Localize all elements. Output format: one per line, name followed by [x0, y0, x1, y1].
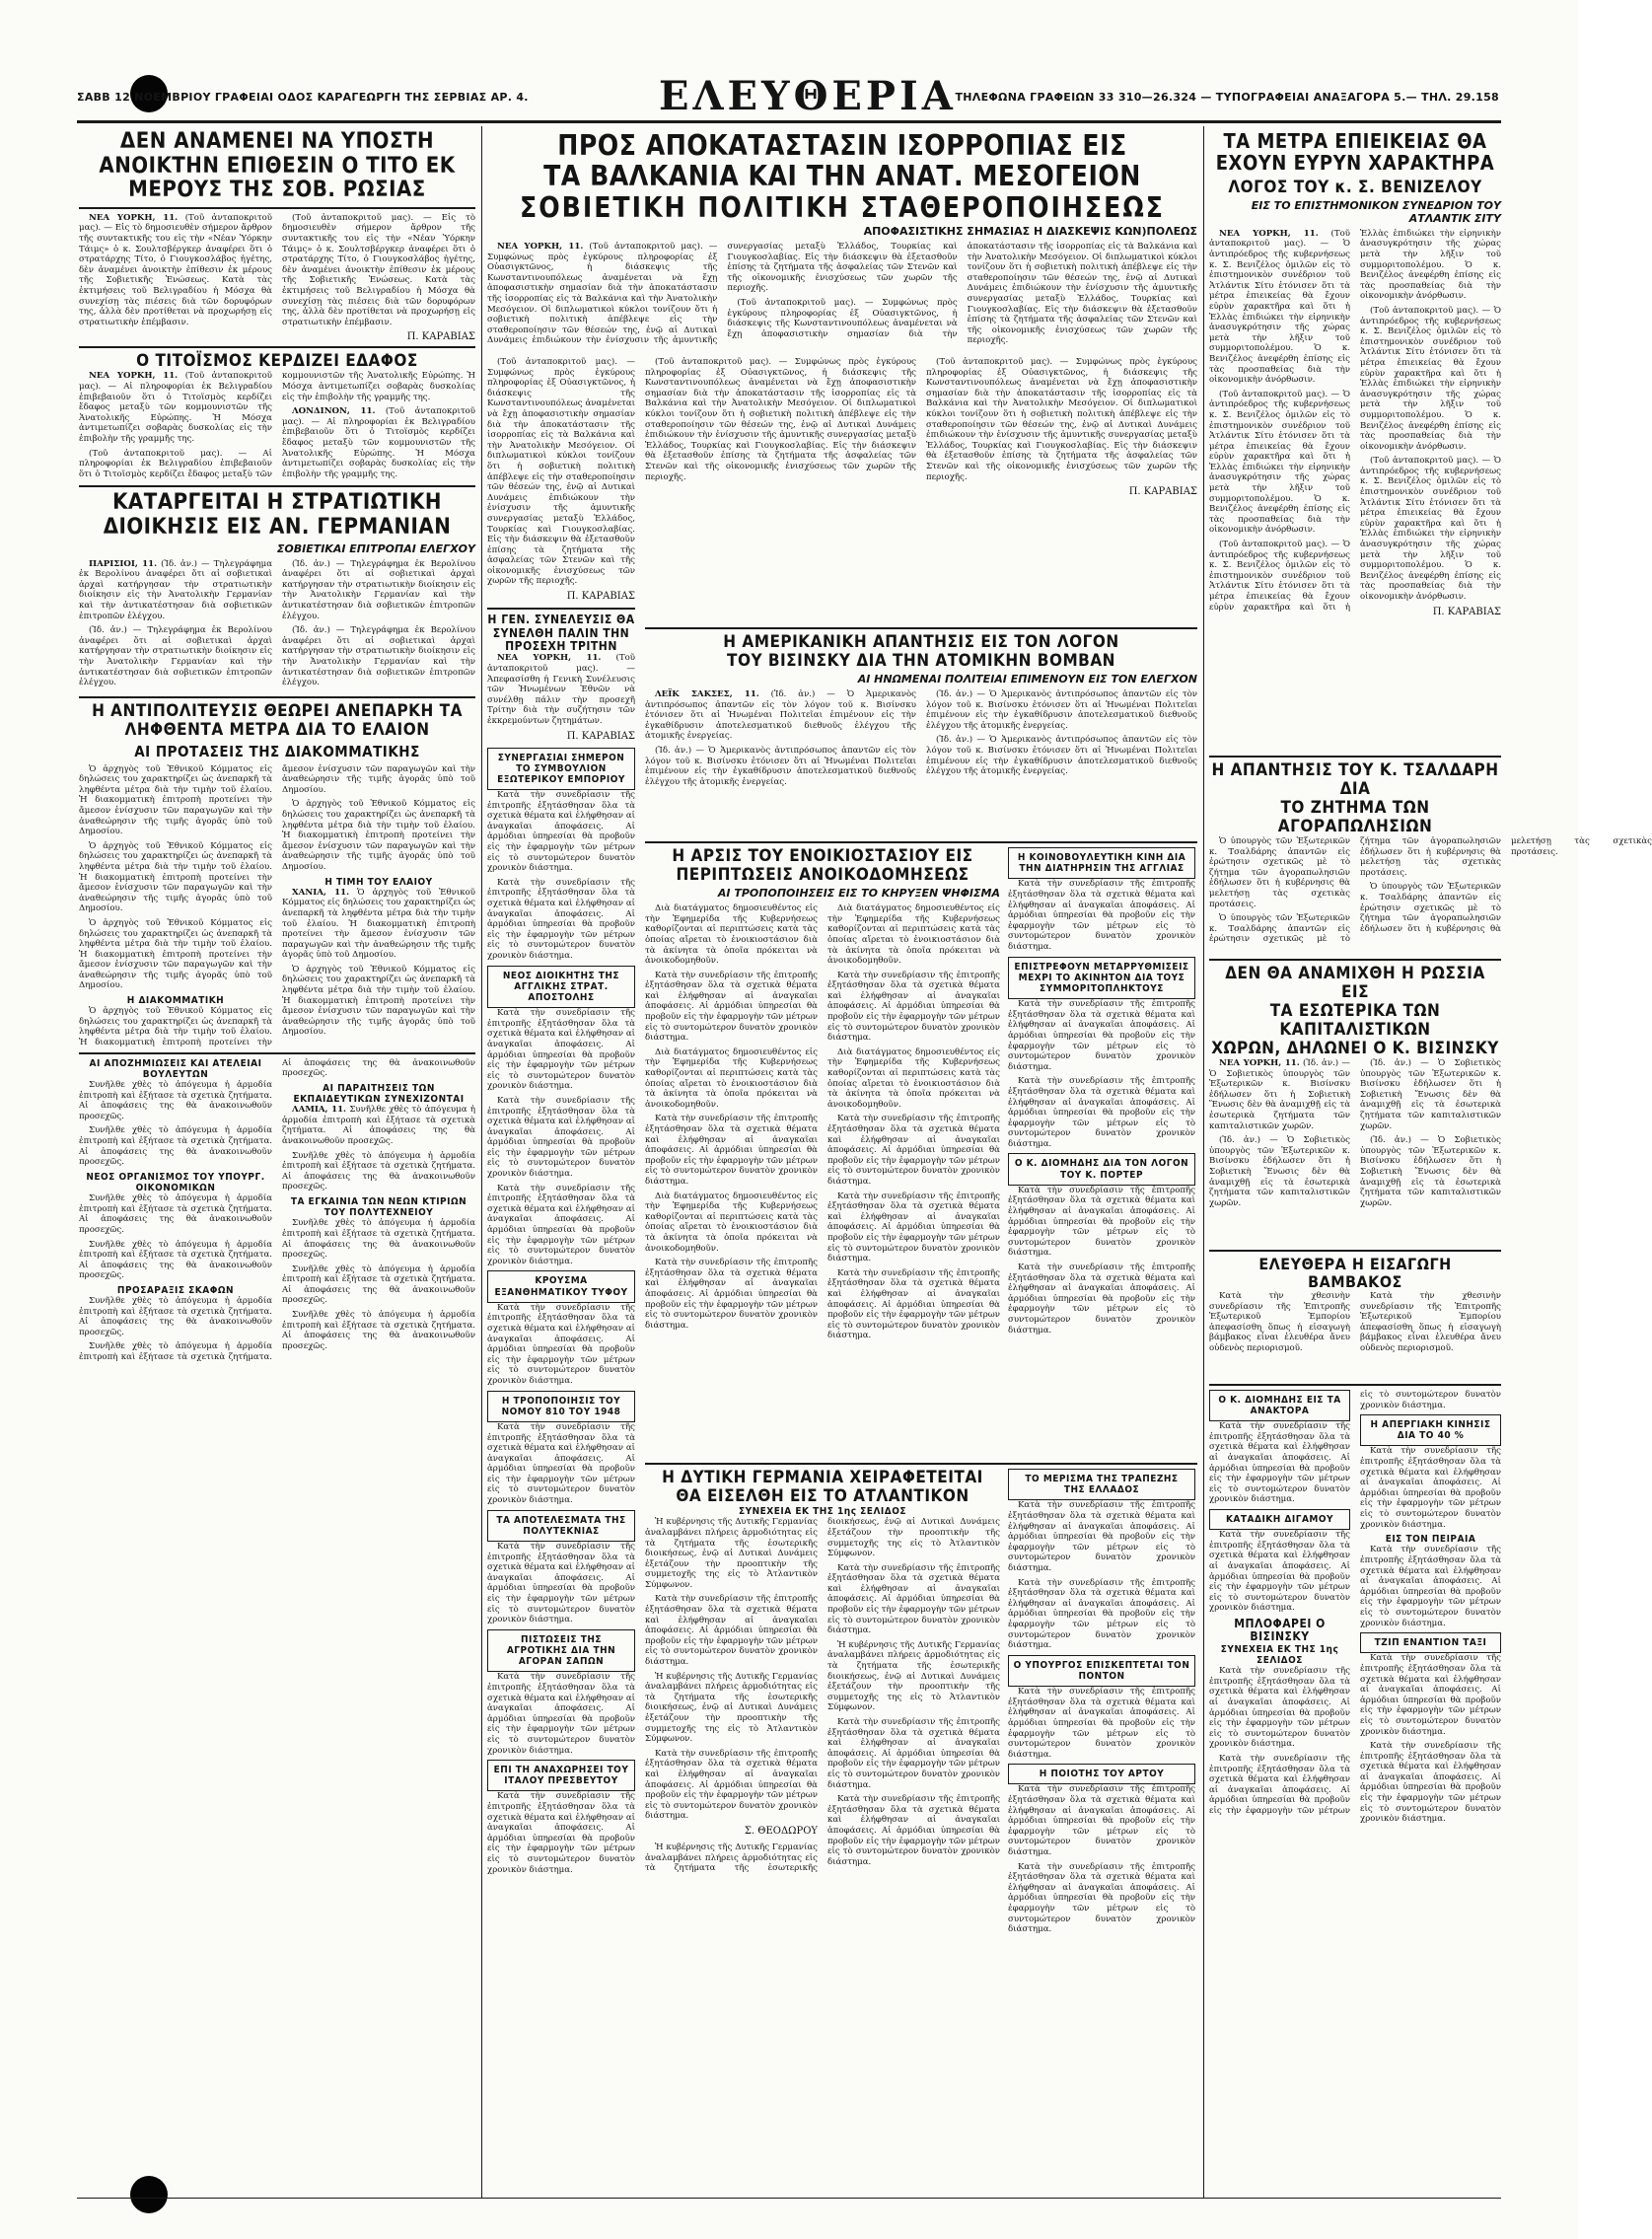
headline-germany-2: ΘΑ ΕΙΣΕΛΘΗ ΕΙΣ ΤΟ ΑΤΛΑΝΤΙΚΟΝ [676, 1486, 970, 1507]
rule [487, 608, 635, 610]
inner-heading: Η ΤΙΜΗ ΤΟΥ ΕΛΑΙΟΥ [324, 876, 433, 888]
article-text [282, 1105, 475, 1146]
box-bigamy: ΚΑΤΑΔΙΚΗ ΔΙΓΑΜΟΥ [1209, 1509, 1350, 1530]
article-text: Κατὰ τὴν συνεδρίασιν τῆς ἐπιτροπῆς ἐξητάσθησαν ὅλα τὰ σχετικὰ θέματα καὶ ἐλήφθησαν αἱ ἀναγκαῖαι ἀποφάσεις. Αἱ ἁρμόδιαι ὑπηρεσίαι θὰ προβοῦν εἰς τὴν ἐφαρμογὴν τῶν μέτρων εἰς τὸ συντομώτερον δυνατὸν χρονικὸν διάστημα. [487, 1791, 635, 1875]
headline-measures-1: ΤΑ ΜΕΤΡΑ ΕΠΙΕΙΚΕΙΑΣ ΘΑ [1223, 129, 1487, 153]
article-body: (Ἰδ. ἀν.) — Ὁ Σοβιετικὸς ὑπουργὸς τῶν Ἐξωτερικῶν κ. Βισίνσκυ ἐδήλωσεν ὅτι ἡ Σοβιετικὴ Ἕνωσις δὲν θὰ ἀναμιχθῇ εἰς τὰ ἐσωτερικὰ ζητήματα τῶν καπιταλιστικῶν χωρῶν. [1209, 1058, 1351, 1131]
headline-cotton: ΕΛΕΥΘΕΡΑ Η ΕΙΣΑΓΩΓΗ ΒΑΜΒΑΚΟΣ [1258, 1255, 1452, 1291]
byline: Π. ΚΑΡΑΒΙΑΣ [1432, 606, 1501, 617]
column-divider-1 [481, 126, 482, 2198]
headline-general-assembly: Η ΓΕΝ. ΣΥΝΕΛΕΥΣΙΣ ΘΑ ΣΥΝΕΛΘΗ ΠΑΛΙΝ ΤΗΝ ΠΡΟΣΕΧΗ ΤΡΙΤΗΝ [487, 613, 635, 653]
rule [1209, 756, 1501, 758]
article-text: Κατὰ τὴν συνεδρίασιν τῆς ἐπιτροπῆς ἐξητάσθησαν ὅλα τὰ σχετικὰ θέματα καὶ ἐλήφθησαν αἱ ἀναγκαῖαι ἀποφάσεις. Αἱ ἁρμόδιαι ὑπηρεσίαι θὰ προβοῦν εἰς τὴν ἐφαρμογὴν τῶν μέτρων εἰς τὸ συντομώτερον δυνατὸν χρονικὸν διάστημα. [827, 1191, 1000, 1264]
center-left-column [487, 357, 635, 2192]
article-text: Συνῆλθε χθὲς τὸ ἀπόγευμα ἡ ἁρμοδία ἐπιτροπὴ καὶ ἐξήτασε τὰ σχετικὰ ζητήματα. Αἱ ἀποφάσεις της θὰ ἀνακοινωθοῦν προσεχῶς. [79, 1239, 272, 1281]
article-text: (Τοῦ ἀνταποκριτοῦ μας). — Αἱ πληροφορίαι ἐκ Βελιγραδίου ἐπιβεβαιοῦν ὅτι ὁ Τιτοϊσμὸς κερδίζει ἔδαφος μεταξὺ τῶν κομμουνιστῶν τῆς Ἀνατολικῆς Εὐρώπης. Ἡ Μόσχα ἀντιμετωπίζει σοβαρὰς δυσκολίας εἰς τὴν ἐπιβολὴν τῆς γραμμῆς της. [79, 371, 475, 479]
subheadline: ΑΙ ΤΡΟΠΟΠΟΙΗΣΕΙΣ ΕΙΣ ΤΟ ΚΗΡΥΞΕΝ ΨΗΦΙΣΜΑ [717, 887, 1000, 901]
short-headline: ΑΙ ΑΠΟΖΗΜΙΩΣΕΙΣ ΚΑΙ ΑΤΕΛΕΙΑΙ ΒΟΥΛΕΥΤΩΝ [89, 1057, 262, 1080]
dateline: ΝΕΑ ΥΟΡΚΗ, 11. [1219, 228, 1319, 239]
article-text: (Ἰδ. ἀν.) — Ὁ Ἀμερικανὸς ἀντιπρόσωπος ἀπαντῶν εἰς τὸν λόγον τοῦ κ. Βισίνσκυ ἐτόνισεν ὅτι αἱ Ἡνωμέναι Πολιτεῖαι ἐπιμένουν εἰς τὴν ἐγκαθίδρυσιν ἀποτελεσματικοῦ διεθνοῦς ἐλέγχου τῆς ἀτομικῆς ἐνεργείας. [645, 746, 916, 787]
article-text: (Τοῦ ἀνταποκριτοῦ μας). — Εἰς τὸ δημοσιευθὲν σήμερον ἄρθρον τῆς συντακτικῆς του εἰς τὴν «Νέαν Ὑόρκην Τάιμς» ὁ κ. Σουλτσβέργκερ ἀναφέρει ὅτι ὁ στρατάρχης Τίτο, ὁ Γιουγκοσλάβος ἡγέτης, δὲν ἀναμένει ἀνοικτὴν ἐπίθεσιν ἐκ μέρους τῆς Σοβιετικῆς Ἑνώσεως. Κατὰ τὰς ἐκτιμήσεις τοῦ Βελιγραδίου ἡ Μόσχα θὰ συνεχίσῃ τὰς πιέσεις διὰ τῶν δορυφόρων της, ἀλλὰ δὲν προτίθεται νὰ προχωρήσῃ εἰς στρατιωτικὴν ἐπέμβασιν. [282, 212, 475, 327]
article-tito [79, 213, 475, 343]
article-cotton [1209, 1291, 1501, 1380]
rent-and-boxes [645, 847, 1197, 1459]
article-text: (Ἰδ. ἀν.) — Ὁ Ἀμερικανὸς ἀντιπρόσωπος ἀπαντῶν εἰς τὸν λόγον τοῦ κ. Βισίνσκυ ἐτόνισεν ὅτι αἱ Ἡνωμέναι Πολιτεῖαι ἐπιμένουν εἰς τὴν ἐγκαθίδρυσιν ἀποτελεσματικοῦ διεθνοῦς ἐλέγχου τῆς ἀτομικῆς ἐνεργείας. [926, 735, 1197, 777]
article-body: (Ἰδ. ἀν.) — Τηλεγράφημα ἐκ Βερολίνου ἀναφέρει ὅτι αἱ σοβιετικαὶ ἀρχαὶ κατήργησαν τὴν στρατιωτικὴν διοίκησιν εἰς τὴν Ἀνατολικὴν Γερμανίαν καὶ τὴν ἀντικατέστησαν διὰ σοβιετικῶν ἐπιτροπῶν ἐλέγχου. [79, 558, 272, 621]
article-text: Ὁ ἀρχηγὸς τοῦ Ἐθνικοῦ Κόμματος εἰς δηλώσεις του χαρακτηρίζει ὡς ἀνεπαρκῆ τὰ ληφθέντα μέτρα διὰ τὴν τιμὴν τοῦ ἐλαίου. Ἡ διακομματικὴ ἐπιτροπὴ προτείνει τὴν ἄμεσον ἐνίσχυσιν τῶν παραγωγῶν καὶ τὴν ἀναθεώρησιν τῆς τιμῆς ἀγορᾶς ὑπὸ τοῦ Δημοσίου. [282, 964, 475, 1038]
article-text: (Ἰδ. ἀν.) — Ὁ Σοβιετικὸς ὑπουργὸς τῶν Ἐξωτερικῶν κ. Βισίνσκυ ἐδήλωσεν ὅτι ἡ Σοβιετικὴ Ἕνωσις δὲν θὰ ἀναμιχθῇ εἰς τὰ ἐσωτερικὰ ζητήματα τῶν καπιταλιστικῶν χωρῶν. [1360, 1135, 1501, 1208]
article-text: Κατὰ τὴν συνεδρίασιν τῆς ἐπιτροπῆς ἐξητάσθησαν ὅλα τὰ σχετικὰ θέματα καὶ ἐλήφθησαν αἱ ἀναγκαῖαι ἀποφάσεις. Αἱ ἁρμόδιαι ὑπηρεσίαι θὰ προβοῦν εἰς τὴν ἐφαρμογὴν τῶν μέτρων εἰς τὸ συντομώτερον δυνατὸν χρονικὸν διάστημα. [645, 1258, 818, 1331]
kicker: ΣΥΝΕΧΕΙΑ ΕΚ ΤΗΣ 1ης ΣΕΛΙΔΟΣ [1220, 1643, 1339, 1667]
left-column [79, 130, 475, 2192]
lead-headline-line3: ΣΟΒΙΕΤΙΚΗ ΠΟΛΙΤΙΚΗ ΣΤΑΘΕΡΟΠΟΙΗΣΕΩΣ [520, 190, 1165, 224]
dateline: ΛΕΪΚ ΣΑΚΣΕΣ, 11. [655, 689, 759, 700]
article-text: Κατὰ τὴν συνεδρίασιν τῆς ἐπιτροπῆς ἐξητάσθησαν ὅλα τὰ σχετικὰ θέματα καὶ ἐλήφθησαν αἱ ἀναγκαῖαι ἀποφάσεις. Αἱ ἁρμόδιαι ὑπηρεσίαι θὰ προβοῦν εἰς τὴν ἐφαρμογὴν τῶν μέτρων εἰς τὸ συντομώτερον δυνατὸν χρονικὸν διάστημα. [1008, 1185, 1195, 1259]
article-text: Κατὰ τὴν συνεδρίασιν τῆς ἐπιτροπῆς ἐξητάσθησαν ὅλα τὰ σχετικὰ θέματα καὶ ἐλήφθησαν αἱ ἀναγκαῖαι ἀποφάσεις. Αἱ ἁρμόδιαι ὑπηρεσίαι θὰ προβοῦν εἰς τὴν ἐφαρμογὴν τῶν μέτρων εἰς τὸ συντομώτερον δυνατὸν χρονικὸν διάστημα. [1008, 879, 1195, 952]
masthead [77, 73, 1499, 120]
article-text [645, 689, 916, 742]
germany-article [645, 1469, 1000, 2080]
article-text: Ὁ ὑπουργὸς τῶν Ἐξωτερικῶν κ. Τσαλδάρης ἀπαντῶν εἰς ἐρώτησιν σχετικῶς μὲ τὸ ζήτημα τῶν ἀγοραπωλησιῶν ἐδήλωσεν ὅτι ἡ κυβέρνησις θὰ μελετήσῃ τὰς σχετικὰς προτάσεις. [1209, 835, 1501, 945]
article-text: Συνῆλθε χθὲς τὸ ἀπόγευμα ἡ ἁρμοδία ἐπιτροπὴ καὶ ἐξήτασε τὰ σχετικὰ ζητήματα. Αἱ ἀποφάσεις της θὰ ἀνακοινωθοῦν προσεχῶς. [79, 1193, 272, 1235]
article-text: Κατὰ τὴν συνεδρίασιν τῆς ἐπιτροπῆς ἐξητάσθησαν ὅλα τὰ σχετικὰ θέματα καὶ ἐλήφθησαν αἱ ἀναγκαῖαι ἀποφάσεις. Αἱ ἁρμόδιαι ὑπηρεσίαι θὰ προβοῦν εἰς τὴν ἐφαρμογὴν τῶν μέτρων εἰς τὸ συντομώτερον δυνατὸν χρονικὸν διάστημα. [1008, 1784, 1195, 1858]
article-text: Συνῆλθε χθὲς τὸ ἀπόγευμα ἡ ἁρμοδία ἐπιτροπὴ καὶ ἐξήτασε τὰ σχετικὰ ζητήματα. Αἱ ἀποφάσεις της θὰ ἀνακοινωθοῦν προσεχῶς. [79, 1125, 272, 1168]
headline-vishinsky-bluff: ΜΠΛΟΦΑΡΕΙ Ο ΒΙΣΙΝΣΚΥ [1234, 1616, 1326, 1644]
newspaper-title: ΕΛΕΥΘΕΡΙΑ [659, 73, 957, 119]
article-text: (Τοῦ ἀνταποκριτοῦ μας). — Ὁ ἀντιπρόεδρος τῆς κυβερνήσεως κ. Σ. Βενιζέλος ὁμιλῶν εἰς τὸ ἐπιστημονικὸν συνέδριον τοῦ Ἀτλάντικ Σίτυ ἐτόνισεν ὅτι τὰ μέτρα ἐπιεικείας θὰ ἔχουν εὐρὺν χαρακτῆρα καὶ ὅτι ἡ Ἑλλὰς ἐπιδιώκει τὴν εἰρηνικὴν ἀνασυγκρότησιν τῆς χώρας μετὰ τὴν λῆξιν τοῦ συμμοριτοπολέμου. Ὁ κ. Βενιζέλος ἀνεφέρθη ἐπίσης εἰς τὰς προσπαθείας διὰ τὴν οἰκονομικὴν ἀνόρθωσιν. [1360, 456, 1501, 602]
masthead-date-address: ΣΑΒΒ 12 ΝΟΕΜΒΡΙΟΥ ΓΡΑΦΕΙΑΙ ΟΔΟΣ ΚΑΡΑΓΕΩΡΓΗ ΤΗΣ ΣΕΡΒΙΑΣ ΑΡ. 4. [77, 91, 529, 104]
inner-heading: Η ΔΙΑΚΟΜΜΑΤΙΚΗ [126, 995, 225, 1007]
article-body: Συνῆλθε χθὲς τὸ ἀπόγευμα ἡ ἁρμοδία ἐπιτροπὴ καὶ ἐξήτασε τὰ σχετικὰ ζητήματα. Αἱ ἀποφάσεις της θὰ ἀνακοινωθοῦν προσεχῶς. [282, 1105, 475, 1146]
article-text: Διὰ διατάγματος δημοσιευθέντος εἰς τὴν Ἐφημερίδα τῆς Κυβερνήσεως καθορίζονται αἱ περιπτώσεις κατὰ τὰς ὁποίας αἴρεται τὸ ἐνοικιοστάσιον διὰ τὰ ἀκίνητα τὰ ὁποῖα πρόκειται νὰ ἀνοικοδομηθοῦν. [645, 1047, 818, 1110]
kicker: ΕΙΣ ΤΟ ΕΠΙΣΤΗΜΟΝΙΚΟΝ ΣΥΝΕΔΡΙΟΝ ΤΟΥ ΑΤΛΑΝΤΙΚ ΣΙΤΥ [1251, 198, 1501, 225]
headline-measures-2: ΕΧΟΥΝ ΕΥΡΥΝ ΧΑΡΑΚΤΗΡΑ [1215, 151, 1495, 176]
headline-piraeus: ΕΙΣ ΤΟΝ ΠΕΙΡΑΙΑ [1385, 1534, 1476, 1546]
headline-germany-admin: ΚΑΤΑΡΓΕΙΤΑΙ Η ΣΤΡΑΤΙΩΤΙΚΗ ΔΙΟΙΚΗΣΙΣ ΕΙΣ ΑΝ. ΓΕΡΜΑΝΙΑΝ [103, 490, 452, 540]
article-text: (Τοῦ ἀνταποκριτοῦ μας). — Συμφώνως πρὸς ἐγκύρους πληροφορίας ἐξ Οὐασιγκτῶνος, ἡ διάσκεψις τῆς Κωνσταντινουπόλεως ἀναμένεται νὰ ἔχῃ ἀποφασιστικὴν σημασίαν διὰ τὴν ἀποκατάστασιν τῆς ἰσορροπίας εἰς τὰ Βαλκάνια καὶ τὴν Ἀνατολικὴν Μεσόγειον. Οἱ διπλωματικοὶ κύκλοι τονίζουν ὅτι ἡ σοβιετικὴ πολιτικὴ ἀπέβλεψε εἰς τὴν σταθεροποίησιν τῶν θέσεών της, ἐνῷ αἱ Δυτικαὶ Δυνάμεις ἐπιδιώκουν τὴν ἐνίσχυσιν τῆς ἀμυντικῆς συνεργασίας μεταξὺ Ἑλλάδος, Τουρκίας καὶ Γιουγκοσλαβίας. Εἰς τὴν διάσκεψιν θὰ ἐξετασθοῦν ἐπίσης τὰ ζητήματα τῆς ἀσφαλείας τῶν Στενῶν καὶ τῆς οἰκονομικῆς ἐνισχύσεως τῶν χωρῶν τῆς περιοχῆς. [727, 242, 1197, 346]
headline-russia-2: ΤΑ ΕΣΩΤΕΡΙΚΑ ΤΩΝ ΚΑΠΙΤΑΛΙΣΤΙΚΩΝ [1269, 1001, 1441, 1041]
lead-article-continued [645, 357, 1197, 623]
article-text [1209, 1058, 1350, 1131]
dateline: ΧΑΝΙΑ, 11. [292, 887, 350, 898]
article-text: Συνῆλθε χθὲς τὸ ἀπόγευμα ἡ ἁρμοδία ἐπιτροπὴ καὶ ἐξήτασε τὰ σχετικὰ ζητήματα. Αἱ ἀποφάσεις της θὰ ἀνακοινωθοῦν προσεχῶς. [79, 1296, 272, 1337]
column-divider-2 [1203, 126, 1204, 2198]
article-text: Διὰ διατάγματος δημοσιευθέντος εἰς τὴν Ἐφημερίδα τῆς Κυβερνήσεως καθορίζονται αἱ περιπτώσεις κατὰ τὰς ὁποίας αἴρεται τὸ ἐνοικιοστάσιον διὰ τὰ ἀκίνητα τὰ ὁποῖα πρόκειται νὰ ἀνοικοδομηθοῦν. [645, 903, 818, 967]
short-headline: ΠΡΟΣΑΡΑΞΙΣ ΣΚΑΦΩΝ [116, 1284, 235, 1296]
lead-subheadline: ΑΠΟΦΑΣΙΣΤΙΚΗΣ ΣΗΜΑΣΙΑΣ Η ΔΙΑΣΚΕΨΙΣ ΚΩΝ)ΠΟΛΕΩΣ [863, 225, 1197, 239]
article-venizelos [1209, 229, 1501, 752]
article-text: Κατὰ τὴν συνεδρίασιν τῆς ἐπιτροπῆς ἐξητάσθησαν ὅλα τὰ σχετικὰ θέματα καὶ ἐλήφθησαν αἱ ἀναγκαῖαι ἀποφάσεις. Αἱ ἁρμόδιαι ὑπηρεσίαι θὰ προβοῦν εἰς τὴν ἐφαρμογὴν τῶν μέτρων εἰς τὸ συντομώτερον δυνατὸν χρονικὸν διάστημα. [827, 1267, 1000, 1341]
article-text: Συνῆλθε χθὲς τὸ ἀπόγευμα ἡ ἁρμοδία ἐπιτροπὴ καὶ ἐξήτασε τὰ σχετικὰ ζητήματα. Αἱ ἀποφάσεις της θὰ ἀνακοινωθοῦν προσεχῶς. [79, 1080, 272, 1121]
article-text: Συνῆλθε χθὲς τὸ ἀπόγευμα ἡ ἁρμοδία ἐπιτροπὴ καὶ ἐξήτασε τὰ σχετικὰ ζητήματα. Αἱ ἀποφάσεις της θὰ ἀνακοινωθοῦν προσεχῶς. [282, 1150, 475, 1192]
article-text: (Τοῦ ἀνταποκριτοῦ μας). — Ὁ ἀντιπρόεδρος τῆς κυβερνήσεως κ. Σ. Βενιζέλος ὁμιλῶν εἰς τὸ ἐπιστημονικὸν συνέδριον τοῦ Ἀτλάντικ Σίτυ ἐτόνισεν ὅτι τὰ μέτρα ἐπιεικείας θὰ ἔχουν εὐρὺν χαρακτῆρα καὶ ὅτι ἡ Ἑλλὰς ἐπιδιώκει τὴν εἰρηνικὴν ἀνασυγκρότησιν τῆς χώρας μετὰ τὴν λῆξιν τοῦ συμμοριτοπολέμου. Ὁ κ. Βενιζέλος ἀνεφέρθη ἐπίσης εἰς τὰς προσπαθείας διὰ τὴν οἰκονομικὴν ἀνόρθωσιν. [1360, 305, 1501, 452]
article-titoism [79, 371, 475, 481]
rent-article [645, 847, 1000, 1459]
box-bank-dividend: ΤΟ ΜΕΡΙΣΜΑ ΤΗΣ ΤΡΑΠΕΖΗΣ ΤΗΣ ΕΛΛΑΔΟΣ [1008, 1469, 1195, 1500]
headline-titoism: Ο ΤΙΤΟΪΣΜΟΣ ΚΕΡΔΙΖΕΙ ΕΔΑΦΟΣ [136, 351, 418, 372]
headline-american-reply-1: Η ΑΜΕΡΙΚΑΝΙΚΗ ΑΠΑΝΤΗΣΙΣ ΕΙΣ ΤΟΝ ΛΟΓΟΝ [723, 632, 1119, 652]
headline-russia-1: ΔΕΝ ΘΑ ΑΝΑΜΙΧΘΗ Η ΡΩΣΣΙΑ ΕΙΣ [1225, 963, 1485, 1002]
article-text: (Ἰδ. ἀν.) — Ὁ Σοβιετικὸς ὑπουργὸς τῶν Ἐξωτερικῶν κ. Βισίνσκυ ἐδήλωσεν ὅτι ἡ Σοβιετικὴ Ἕνωσις δὲν θὰ ἀναμιχθῇ εἰς τὰ ἐσωτερικὰ ζητήματα τῶν καπιταλιστικῶν χωρῶν. [1209, 1135, 1350, 1208]
article-text: Κατὰ τὴν συνεδρίασιν τῆς ἐπιτροπῆς ἐξητάσθησαν ὅλα τὰ σχετικὰ θέματα καὶ ἐλήφθησαν αἱ ἀναγκαῖαι ἀποφάσεις. Αἱ ἁρμόδιαι ὑπηρεσίαι θὰ προβοῦν εἰς τὴν ἐφαρμογὴν τῶν μέτρων εἰς τὸ συντομώτερον δυνατὸν χρονικὸν διάστημα. [487, 1672, 635, 1756]
rule [79, 346, 475, 348]
article-text: Κατὰ τὴν συνεδρίασιν τῆς ἐπιτροπῆς ἐξητάσθησαν ὅλα τὰ σχετικὰ θέματα καὶ ἐλήφθησαν αἱ ἀναγκαῖαι ἀποφάσεις. Αἱ ἁρμόδιαι ὑπηρεσίαι θὰ προβοῦν εἰς τὴν ἐφαρμογὴν τῶν μέτρων εἰς τὸ συντομώτερον δυνατὸν χρονικὸν διάστημα. [1008, 1076, 1195, 1149]
rule [1209, 959, 1501, 961]
article-text: Ἡ κυβέρνησις τῆς Δυτικῆς Γερμανίας ἀναλαμβάνει πλήρεις ἁρμοδιότητας εἰς τὰ ζητήματα τῆς ἐσωτερικῆς διοικήσεως, ἐνῷ αἱ Δυτικαὶ Δυνάμεις ἐξετάζουν τὴν προοπτικὴν τῆς συμμετοχῆς της εἰς τὸ Ἀτλαντικὸν Σύμφωνον. [827, 1639, 1000, 1713]
germany-and-boxes [645, 1469, 1197, 2080]
rule [79, 207, 475, 209]
article-text: Κατὰ τὴν χθεσινὴν συνεδρίασιν τῆς Ἐπιτροπῆς Ἐξωτερικοῦ Ἐμπορίου ἀπεφασίσθη ὅπως ἡ εἰσαγωγὴ βάμβακος εἶναι ἐλευθέρα ἄνευ οὐδενὸς περιορισμοῦ. [1360, 1290, 1501, 1353]
box-jeep-taxi: ΤΖΙΠ ΕΝΑΝΤΙΟΝ ΤΑΞΙ [1360, 1632, 1501, 1653]
box-bread: Η ΠΟΙΟΤΗΣ ΤΟΥ ΑΡΤΟΥ [1008, 1764, 1195, 1784]
byline: Π. ΚΑΡΑΒΙΑΣ [566, 730, 635, 742]
article-text: Κατὰ τὴν συνεδρίασιν τῆς ἐπιτροπῆς ἐξητάσθησαν ὅλα τὰ σχετικὰ θέματα καὶ ἐλήφθησαν αἱ ἀναγκαῖαι ἀποφάσεις. Αἱ ἁρμόδιαι ὑπηρεσίαι θὰ προβοῦν εἰς τὴν ἐφαρμογὴν τῶν μέτρων εἰς τὸ συντομώτερον δυνατὸν χρονικὸν διάστημα. [827, 1717, 1000, 1790]
article-text [79, 559, 272, 622]
article-body: (Ἰδ. ἀν.) — Ὁ Ἀμερικανὸς ἀντιπρόσωπος ἀπαντῶν εἰς τὸν λόγον τοῦ κ. Βισίνσκυ ἐτόνισεν ὅτι αἱ Ἡνωμέναι Πολιτεῖαι ἐπιμένουν εἰς τὴν ἐγκαθίδρυσιν ἀποτελεσματικοῦ διεθνοῦς ἐλέγχου τῆς ἀτομικῆς ἐνεργείας. [645, 689, 916, 742]
article-body: (Τοῦ ἀνταποκριτοῦ μας). — Αἱ πληροφορίαι ἐκ Βελιγραδίου ἐπιβεβαιοῦν ὅτι ὁ Τιτοϊσμὸς κερδίζει ἔδαφος μεταξὺ τῶν κομμουνιστῶν τῆς Ἀνατολικῆς Εὐρώπης. Ἡ Μόσχα ἀντιμετωπίζει σοβαρὰς δυσκολίας εἰς τὴν ἐπιβολὴν τῆς γραμμῆς της. [282, 406, 475, 479]
short-headline: ΑΙ ΠΑΡΑΙΤΗΣΕΙΣ ΤΩΝ ΕΚΠΑΙΔΕΥΤΙΚΩΝ ΣΥΝΕΧΙΖΟΝΤΑΙ [293, 1082, 465, 1106]
article-text: Κατὰ τὴν συνεδρίασιν τῆς ἐπιτροπῆς ἐξητάσθησαν ὅλα τὰ σχετικὰ θέματα καὶ ἐλήφθησαν αἱ ἀναγκαῖαι ἀποφάσεις. Αἱ ἁρμόδιαι ὑπηρεσίαι θὰ προβοῦν εἰς τὴν ἐφαρμογὴν τῶν μέτρων εἰς τὸ συντομώτερον δυνατὸν χρονικὸν διάστημα. [1209, 1666, 1350, 1750]
box-ambassador: ΕΠΙ ΤΗ ΑΝΑΧΩΡΗΣΕΙ ΤΟΥ ΙΤΑΛΟΥ ΠΡΕΣΒΕΥΤΟΥ [487, 1760, 635, 1791]
box-law-810: Η ΤΡΟΠΟΠΟΙΗΣΙΣ ΤΟΥ ΝΟΜΟΥ 810 ΤΟΥ 1948 [487, 1391, 635, 1422]
article-text: Κατὰ τὴν συνεδρίασιν τῆς ἐπιτροπῆς ἐξητάσθησαν ὅλα τὰ σχετικὰ θέματα καὶ ἐλήφθησαν αἱ ἀναγκαῖαι ἀποφάσεις. Αἱ ἁρμόδιαι ὑπηρεσίαι θὰ προβοῦν εἰς τὴν ἐφαρμογὴν τῶν μέτρων εἰς τὸ συντομώτερον δυνατὸν χρονικὸν διάστημα. [1008, 1263, 1195, 1336]
headline-rent-2: ΠΕΡΙΠΤΩΣΕΙΣ ΑΝΟΙΚΟΔΟΜΗΣΕΩΣ [676, 865, 970, 886]
bottom-rule [77, 2198, 1501, 2199]
article-text: Κατὰ τὴν συνεδρίασιν τῆς ἐπιτροπῆς ἐξητάσθησαν ὅλα τὰ σχετικὰ θέματα καὶ ἐλήφθησαν αἱ ἀναγκαῖαι ἀποφάσεις. Αἱ ἁρμόδιαι ὑπηρεσίαι θὰ προβοῦν εἰς τὴν ἐφαρμογὴν τῶν μέτρων εἰς τὸ συντομώτερον δυνατὸν χρονικὸν διάστημα. [1008, 1687, 1195, 1760]
article-body: (Τοῦ ἀνταποκριτοῦ μας). — Εἰς τὸ δημοσιευθὲν σήμερον ἄρθρον τῆς συντακτικῆς του εἰς τὴν «Νέαν Ὑόρκην Τάιμς» ὁ κ. Σουλτσβέργκερ ἀναφέρει ὅτι ὁ στρατάρχης Τίτο, ὁ Γιουγκοσλάβος ἡγέτης, δὲν ἀναμένει ἀνοικτὴν ἐπίθεσιν ἐκ μέρους τῆς Σοβιετικῆς Ἑνώσεως. Κατὰ τὰς ἐκτιμήσεις τοῦ Βελιγραδίου ἡ Μόσχα θὰ συνεχίσῃ τὰς πιέσεις διὰ τῶν δορυφόρων της, ἀλλὰ δὲν προτίθεται νὰ προχωρήσῃ εἰς στρατιωτικὴν ἐπέμβασιν. [79, 212, 273, 327]
headline-russia-3: ΧΩΡΩΝ, ΔΗΛΩΝΕΙ Ο Κ. ΒΙΣΙΝΣΚΥ [1211, 1039, 1499, 1059]
dateline: ΛΑΜΙΑ, 11. [292, 1105, 347, 1116]
byline: Σ. ΘΕΟΔΩΡΟΥ [744, 1825, 818, 1837]
box-strike: Η ΑΠΕΡΓΙΑΚΗ ΚΙΝΗΣΙΣ ΔΙΑ ΤΟ 40 % [1360, 1414, 1501, 1446]
article-text: (Ἰδ. ἀν.) — Τηλεγράφημα ἐκ Βερολίνου ἀναφέρει ὅτι αἱ σοβιετικαὶ ἀρχαὶ κατήργησαν τὴν στρατιωτικὴν διοίκησιν εἰς τὴν Ἀνατολικὴν Γερμανίαν καὶ τὴν ἀντικατέστησαν διὰ σοβιετικῶν ἐπιτροπῶν ἐλέγχου. [79, 625, 272, 688]
article-text: Κατὰ τὴν συνεδρίασιν τῆς ἐπιτροπῆς ἐξητάσθησαν ὅλα τὰ σχετικὰ θέματα καὶ ἐλήφθησαν αἱ ἀναγκαῖαι ἀποφάσεις. Αἱ ἁρμόδιαι ὑπηρεσίαι θὰ προβοῦν εἰς τὴν ἐφαρμογὴν τῶν μέτρων εἰς τὸ συντομώτερον δυνατὸν χρονικὸν διάστημα. [827, 1794, 1000, 1867]
germany-body [645, 1517, 1000, 1873]
article-text: Κατὰ τὴν συνεδρίασιν τῆς ἐπιτροπῆς ἐξητάσθησαν ὅλα τὰ σχετικὰ θέματα καὶ ἐλήφθησαν αἱ ἀναγκαῖαι ἀποφάσεις. Αἱ ἁρμόδιαι ὑπηρεσίαι θὰ προβοῦν εἰς τὴν ἐφαρμογὴν τῶν μέτρων εἰς τὸ συντομώτερον δυνατὸν χρονικὸν διάστημα. [487, 790, 635, 874]
article-text: (Τοῦ ἀνταποκριτοῦ μας). — Ὁ ἀντιπρόεδρος τῆς κυβερνήσεως κ. Σ. Βενιζέλος ὁμιλῶν εἰς τὸ ἐπιστημονικὸν συνέδριον τοῦ Ἀτλάντικ Σίτυ ἐτόνισεν ὅτι τὰ μέτρα ἐπιεικείας θὰ ἔχουν εὐρὺν χαρακτῆρα καὶ ὅτι ἡ Ἑλλὰς ἐπιδιώκει τὴν εἰρηνικὴν ἀνασυγκρότησιν τῆς χώρας μετὰ τὴν λῆξιν τοῦ συμμοριτοπολέμου. Ὁ κ. Βενιζέλος ἀνεφέρθη ἐπίσης εἰς τὰς προσπαθείας διὰ τὴν οἰκονομικὴν ἀνόρθωσιν. [1209, 389, 1350, 536]
rule [645, 1463, 1197, 1465]
dateline: ΝΕΑ ΥΟΡΚΗ, 11. [497, 653, 602, 664]
center-lead-story [487, 130, 1197, 355]
rule [79, 485, 475, 487]
article-text: Συνῆλθε χθὲς τὸ ἀπόγευμα ἡ ἁρμοδία ἐπιτροπὴ καὶ ἐξήτασε τὰ σχετικὰ ζητήματα. Αἱ ἀποφάσεις της θὰ ἀνακοινωθοῦν προσεχῶς. [79, 1057, 475, 1363]
side-boxes-2 [1008, 1469, 1195, 2080]
box-reforms: ΕΠΙΣΤΡΕΦΟΥΝ ΜΕΤΑΡΡΥΘΜΙΣΕΙΣ ΜΕΧΡΙ ΤΟ ΑΚΙΝΗΤΟΝ ΔΙΑ ΤΟΥΣ ΣΥΜΜΟΡΙΤΟΠΛΗΚΤΟΥΣ [1008, 957, 1195, 1000]
rule [1209, 1384, 1501, 1386]
rule [1209, 1250, 1501, 1252]
article-text: Ὁ ἀρχηγὸς τοῦ Ἐθνικοῦ Κόμματος εἰς δηλώσεις του χαρακτηρίζει ὡς ἀνεπαρκῆ τὰ ληφθέντα μέτρα διὰ τὴν τιμὴν τοῦ ἐλαίου. Ἡ διακομματικὴ ἐπιτροπὴ προτείνει τὴν ἄμεσον ἐνίσχυσιν τῶν παραγωγῶν καὶ τὴν ἀναθεώρησιν τῆς τιμῆς ἀγορᾶς ὑπὸ τοῦ Δημοσίου. [282, 799, 475, 872]
dateline: ΛΟΝΔΙΝΟΝ, 11. [292, 406, 376, 417]
article-text: Ὁ ἀρχηγὸς τοῦ Ἐθνικοῦ Κόμματος εἰς δηλώσεις του χαρακτηρίζει ὡς ἀνεπαρκῆ τὰ ληφθέντα μέτρα διὰ τὴν τιμὴν τοῦ ἐλαίου. Ἡ διακομματικὴ ἐπιτροπὴ προτείνει τὴν ἄμεσον ἐνίσχυσιν τῶν παραγωγῶν καὶ τὴν ἀναθεώρησιν τῆς τιμῆς ἀγορᾶς ὑπὸ τοῦ Δημοσίου. [79, 840, 272, 914]
rule [79, 696, 475, 698]
article-germany-admin [79, 559, 475, 692]
rent-body [645, 903, 1000, 1341]
rule [645, 841, 1197, 843]
article-text: Συνῆλθε χθὲς τὸ ἀπόγευμα ἡ ἁρμοδία ἐπιτροπὴ καὶ ἐξήτασε τὰ σχετικὰ ζητήματα. Αἱ ἀποφάσεις της θὰ ἀνακοινωθοῦν προσεχῶς. [282, 1264, 475, 1306]
article-text: Κατὰ τὴν συνεδρίασιν τῆς ἐπιτροπῆς ἐξητάσθησαν ὅλα τὰ σχετικὰ θέματα καὶ ἐλήφθησαν αἱ ἀναγκαῖαι ἀποφάσεις. Αἱ ἁρμόδιαι ὑπηρεσίαι θὰ προβοῦν εἰς τὴν ἐφαρμογὴν τῶν μέτρων εἰς τὸ συντομώτερον δυνατὸν χρονικὸν διάστημα. [1008, 999, 1195, 1072]
side-boxes [1008, 847, 1195, 1459]
article-body: (Τοῦ ἀνταποκριτοῦ μας). — Ἀπεφασίσθη ἡ Γενικὴ Συνέλευσις τῶν Ἡνωμένων Ἐθνῶν νὰ συνέλθῃ πάλιν τὴν προσεχῆ Τρίτην διὰ τὴν συζήτησιν τῶν ἐκκρεμούντων ζητημάτων. [487, 653, 636, 726]
article-body: Ὁ ἀρχηγὸς τοῦ Ἐθνικοῦ Κόμματος εἰς δηλώσεις του χαρακτηρίζει ὡς ἀνεπαρκῆ τὰ ληφθέντα μέτρα διὰ τὴν τιμὴν τοῦ ἐλαίου. Ἡ διακομματικὴ ἐπιτροπὴ προτείνει τὴν ἄμεσον ἐνίσχυσιν τῶν παραγωγῶν καὶ τὴν ἀναθεώρησιν τῆς τιμῆς ἀγορᾶς ὑπὸ τοῦ Δημοσίου. [282, 887, 476, 961]
box-minister: Ο ΥΠΟΥΡΓΟΣ ΕΠΙΣΚΕΠΤΕΤΑΙ ΤΟΝ ΠΟΝΤΟΝ [1008, 1655, 1195, 1687]
article-text [79, 213, 272, 328]
article-text: Συνῆλθε χθὲς τὸ ἀπόγευμα ἡ ἁρμοδία ἐπιτροπὴ καὶ ἐξήτασε τὰ σχετικὰ ζητήματα. Αἱ ἀποφάσεις της θὰ ἀνακοινωθοῦν προσεχῶς. [282, 1218, 475, 1261]
dateline: ΝΕΑ ΥΟΡΚΗ, 11. [89, 212, 179, 223]
article-russia [1209, 1058, 1501, 1246]
byline: Π. ΚΑΡΑΒΙΑΣ [1128, 486, 1197, 498]
article-text: Κατὰ τὴν συνεδρίασιν τῆς ἐπιτροπῆς ἐξητάσθησαν ὅλα τὰ σχετικὰ θέματα καὶ ἐλήφθησαν αἱ ἀναγκαῖαι ἀποφάσεις. Αἱ ἁρμόδιαι ὑπηρεσίαι θὰ προβοῦν εἰς τὴν ἐφαρμογὴν τῶν μέτρων εἰς τὸ συντομώτερον δυνατὸν χρονικὸν διάστημα. [1008, 1861, 1195, 1935]
article-text [79, 371, 272, 444]
article-text: (Ἰδ. ἀν.) — Ὁ Ἀμερικανὸς ἀντιπρόσωπος ἀπαντῶν εἰς τὸν λόγον τοῦ κ. Βισίνσκυ ἐτόνισεν ὅτι αἱ Ἡνωμέναι Πολιτεῖαι ἐπιμένουν εἰς τὴν ἐγκαθίδρυσιν ἀποτελεσματικοῦ διεθνοῦς ἐλέγχου τῆς ἀτομικῆς ἐνεργείας. [926, 689, 1197, 731]
article-text [487, 653, 635, 726]
article-text: Κατὰ τὴν συνεδρίασιν τῆς ἐπιτροπῆς ἐξητάσθησαν ὅλα τὰ σχετικὰ θέματα καὶ ἐλήφθησαν αἱ ἀναγκαῖαι ἀποφάσεις. Αἱ ἁρμόδιαι ὑπηρεσίαι θὰ προβοῦν εἰς τὴν ἐφαρμογὴν τῶν μέτρων εἰς τὸ συντομώτερον δυνατὸν χρονικὸν διάστημα. [487, 1302, 635, 1386]
right-column [1209, 129, 1652, 2192]
box-results: ΤΑ ΑΠΟΤΕΛΕΣΜΑΤΑ ΤΗΣ ΠΟΛΥΤΕΚΝΙΑΣ [487, 1510, 635, 1542]
headline-tito: ΔΕΝ ΑΝΑΜΕΝΕΙ ΝΑ ΥΠΟΣΤΗ ΑΝΟΙΚΤΗΝ ΕΠΙΘΕΣΙΝ Ο ΤΙΤΟ ΕΚ ΜΕΡΟΥΣ ΤΗΣ ΣΟΒ. ΡΩΣΙΑΣ [99, 129, 456, 203]
short-news [79, 1058, 475, 1363]
short-headline: ΤΑ ΕΓΚΑΙΝΙΑ ΤΩΝ ΝΕΩΝ ΚΤΙΡΙΩΝ ΤΟΥ ΠΟΛΥΤΕΧΝΕΙΟΥ [290, 1195, 467, 1219]
byline: Π. ΚΑΡΑΒΙΑΣ [566, 591, 635, 603]
box-diomidis-porter: Ο Κ. ΔΙΟΜΗΔΗΣ ΔΙΑ ΤΟΝ ΛΟΓΟΝ ΤΟΥ Κ. ΠΟΡΤΕΡ [1008, 1153, 1195, 1185]
subheadline: ΑΙ ΗΝΩΜΕΝΑΙ ΠΟΛΙΤΕΙΑΙ ΕΠΙΜΕΝΟΥΝ ΕΙΣ ΤΟΝ ΕΛΕΓΧΟΝ [857, 673, 1197, 686]
box-credit: ΠΙΣΤΩΣΕΙΣ ΤΗΣ ΑΓΡΟΤΙΚΗΣ ΔΙΑ ΤΗΝ ΑΓΟΡΑΝ ΣΑΠΩΝ [487, 1629, 635, 1673]
article-body: (Τοῦ ἀνταποκριτοῦ μας). — Συμφώνως πρὸς ἐγκύρους πληροφορίας ἐξ Οὐασιγκτῶνος, ἡ διάσκεψις τῆς Κωνσταντινουπόλεως ἀναμένεται νὰ ἔχῃ ἀποφασιστικὴν σημασίαν διὰ τὴν ἀποκατάστασιν τῆς ἰσορροπίας εἰς τὰ Βαλκάνια καὶ τὴν Ἀνατολικὴν Μεσόγειον. Οἱ διπλωματικοὶ κύκλοι τονίζουν ὅτι ἡ σοβιετικὴ πολιτικὴ ἀπέβλεψε εἰς τὴν σταθεροποίησιν τῶν θέσεών της, ἐνῷ αἱ Δυτικαὶ Δυνάμεις ἐπιδιώκουν τὴν ἐνίσχυσιν τῆς ἀμυντικῆς συνεργασίας μεταξὺ Ἑλλάδος, Τουρκίας καὶ Γιουγκοσλαβίας. Εἰς τὴν διάσκεψιν θὰ ἐξετασθοῦν ἐπίσης τὰ ζητήματα τῆς ἀσφαλείας τῶν Στενῶν καὶ τῆς οἰκονομικῆς ἐνισχύσεως τῶν χωρῶν τῆς περιοχῆς. [487, 242, 958, 346]
article-tsaldaris [1209, 835, 1652, 955]
dateline: ΝΕΑ ΥΟΡΚΗ, 11. [1219, 1058, 1300, 1069]
article-text [282, 888, 475, 961]
article-text: Κατὰ τὴν συνεδρίασιν τῆς ἐπιτροπῆς ἐξητάσθησαν ὅλα τὰ σχετικὰ θέματα καὶ ἐλήφθησαν αἱ ἀναγκαῖαι ἀποφάσεις. Αἱ ἁρμόδιαι ὑπηρεσίαι θὰ προβοῦν εἰς τὴν ἐφαρμογὴν τῶν μέτρων εἰς τὸ συντομώτερον δυνατὸν χρονικὸν διάστημα. [1209, 1530, 1350, 1614]
rule [645, 627, 1197, 629]
article-text: Κατὰ τὴν συνεδρίασιν τῆς ἐπιτροπῆς ἐξητάσθησαν ὅλα τὰ σχετικὰ θέματα καὶ ἐλήφθησαν αἱ ἀναγκαῖαι ἀποφάσεις. Αἱ ἁρμόδιαι ὑπηρεσίαι θὰ προβοῦν εἰς τὴν ἐφαρμογὴν τῶν μέτρων εἰς τὸ συντομώτερον δυνατὸν χρονικὸν διάστημα. [487, 1183, 635, 1266]
byline: Π. ΚΑΡΑΒΙΑΣ [406, 331, 475, 343]
box-diomidis-palace: Ο Κ. ΔΙΟΜΗΔΗΣ ΕΙΣ ΤΑ ΑΝΑΚΤΟΡΑ [1209, 1390, 1350, 1421]
article-text: Διὰ διατάγματος δημοσιευθέντος εἰς τὴν Ἐφημερίδα τῆς Κυβερνήσεως καθορίζονται αἱ περιπτώσεις κατὰ τὰς ὁποίας αἴρεται τὸ ἐνοικιοστάσιον διὰ τὰ ἀκίνητα τὰ ὁποῖα πρόκειται νὰ ἀνοικοδομηθοῦν. [827, 903, 1000, 967]
center-right-area [645, 357, 1197, 2192]
article-text: Ὁ ὑπουργὸς τῶν Ἐξωτερικῶν κ. Τσαλδάρης ἀπαντῶν εἰς ἐρώτησιν σχετικῶς μὲ τὸ ζήτημα τῶν ἀγοραπωλησιῶν ἐδήλωσεν ὅτι ἡ κυβέρνησις θὰ μελετήσῃ τὰς σχετικὰς προτάσεις. [1209, 835, 1350, 909]
subheadline-venizelos: ΛΟΓΟΣ ΤΟΥ κ. Σ. ΒΕΝΙΖΕΛΟΥ [1228, 177, 1482, 197]
dateline: ΠΑΡΙΣΙΟΙ, 11. [89, 558, 158, 569]
article-body: (Τοῦ ἀνταποκριτοῦ μας). — Αἱ πληροφορίαι ἐκ Βελιγραδίου ἐπιβεβαιοῦν ὅτι ὁ Τιτοϊσμὸς κερδίζει ἔδαφος μεταξὺ τῶν κομμουνιστῶν τῆς Ἀνατολικῆς Εὐρώπης. Ἡ Μόσχα ἀντιμετωπίζει σοβαρὰς δυσκολίας εἰς τὴν ἐπιβολὴν τῆς γραμμῆς της. [79, 371, 273, 444]
lead-headline-line2: ΤΑ ΒΑΛΚΑΝΙΑ ΚΑΙ ΤΗΝ ΑΝΑΤ. ΜΕΣΟΓΕΙΟΝ [543, 160, 1141, 193]
rule [79, 1052, 475, 1054]
article-body: (Τοῦ ἀνταποκριτοῦ μας). — Ὁ ἀντιπρόεδρος τῆς κυβερνήσεως κ. Σ. Βενιζέλος ὁμιλῶν εἰς τὸ ἐπιστημονικὸν συνέδριον τοῦ Ἀτλάντικ Σίτυ ἐτόνισεν ὅτι τὰ μέτρα ἐπιεικείας θὰ ἔχουν εὐρὺν χαρακτῆρα καὶ ὅτι ἡ Ἑλλὰς ἐπιδιώκει τὴν εἰρηνικὴν ἀνασυγκρότησιν τῆς χώρας μετὰ τὴν λῆξιν τοῦ συμμοριτοπολέμου. Ὁ κ. Βενιζέλος ἀνεφέρθη ἐπίσης εἰς τὰς προσπαθείας διὰ τὴν οἰκονομικὴν ἀνόρθωσιν. [1209, 228, 1351, 386]
article-text: Ἡ κυβέρνησις τῆς Δυτικῆς Γερμανίας ἀναλαμβάνει πλήρεις ἁρμοδιότητας εἰς τὰ ζητήματα τῆς ἐσωτερικῆς διοικήσεως, ἐνῷ αἱ Δυτικαὶ Δυνάμεις ἐξετάζουν τὴν προοπτικὴν τῆς συμμετοχῆς της εἰς τὸ Ἀτλαντικὸν Σύμφωνον. [645, 1517, 1000, 1874]
article-text: Κατὰ τὴν συνεδρίασιν τῆς ἐπιτροπῆς ἐξητάσθησαν ὅλα τὰ σχετικὰ θέματα καὶ ἐλήφθησαν αἱ ἀναγκαῖαι ἀποφάσεις. Αἱ ἁρμόδιαι ὑπηρεσίαι θὰ προβοῦν εἰς τὴν ἐφαρμογὴν τῶν μέτρων εἰς τὸ συντομώτερον δυνατὸν χρονικὸν διάστημα. [827, 970, 1000, 1044]
article-text: Κατὰ τὴν συνεδρίασιν τῆς ἐπιτροπῆς ἐξητάσθησαν ὅλα τὰ σχετικὰ θέματα καὶ ἐλήφθησαν αἱ ἀναγκαῖαι ἀποφάσεις. Αἱ ἁρμόδιαι ὑπηρεσίαι θὰ προβοῦν εἰς τὴν ἐφαρμογὴν τῶν μέτρων εἰς τὸ συντομώτερον δυνατὸν χρονικὸν διάστημα. [487, 1008, 635, 1092]
article-text: Κατὰ τὴν συνεδρίασιν τῆς ἐπιτροπῆς ἐξητάσθησαν ὅλα τὰ σχετικὰ θέματα καὶ ἐλήφθησαν αἱ ἀναγκαῖαι ἀποφάσεις. Αἱ ἁρμόδιαι ὑπηρεσίαι θὰ προβοῦν εἰς τὴν ἐφαρμογὴν τῶν μέτρων εἰς τὸ συντομώτερον δυνατὸν χρονικὸν διάστημα. [827, 1114, 1000, 1187]
subheadline-oil: ΑΙ ΠΡΟΤΑΣΕΙΣ ΤΗΣ ΔΙΑΚΟΜΜΑΤΙΚΗΣ [134, 742, 420, 760]
headline-rent-1: Η ΑΡΣΙΣ ΤΟΥ ΕΝΟΙΚΙΟΣΤΑΣΙΟΥ ΕΙΣ [672, 846, 973, 867]
article-text: (Ἰδ. ἀν.) — Ὁ Σοβιετικὸς ὑπουργὸς τῶν Ἐξωτερικῶν κ. Βισίνσκυ ἐδήλωσεν ὅτι ἡ Σοβιετικὴ Ἕνωσις δὲν θὰ ἀναμιχθῇ εἰς τὰ ἐσωτερικὰ ζητήματα τῶν καπιταλιστικῶν χωρῶν. [1360, 1058, 1501, 1131]
box-typhus: ΚΡΟΥΣΜΑ ΕΞΑΝΘΗΜΑΤΙΚΟΥ ΤΥΦΟΥ [487, 1270, 635, 1302]
article-text: Κατὰ τὴν συνεδρίασιν τῆς ἐπιτροπῆς ἐξητάσθησαν ὅλα τὰ σχετικὰ θέματα καὶ ἐλήφθησαν αἱ ἀναγκαῖαι ἀποφάσεις. Αἱ ἁρμόδιαι ὑπηρεσίαι θὰ προβοῦν εἰς τὴν ἐφαρμογὴν τῶν μέτρων εἰς τὸ συντομώτερον δυνατὸν χρονικὸν διάστημα. [487, 1095, 635, 1180]
headline-tsaldaris-1: Η ΑΠΑΝΤΗΣΙΣ ΤΟΥ Κ. ΤΣΑΛΔΑΡΗ ΔΙΑ [1211, 759, 1499, 799]
article-text: Ὁ ἀρχηγὸς τοῦ Ἐθνικοῦ Κόμματος εἰς δηλώσεις του χαρακτηρίζει ὡς ἀνεπαρκῆ τὰ ληφθέντα μέτρα διὰ τὴν τιμὴν τοῦ ἐλαίου. Ἡ διακομματικὴ ἐπιτροπὴ προτείνει τὴν ἄμεσον ἐνίσχυσιν τῶν παραγωγῶν καὶ τὴν ἀναθεώρησιν τῆς τιμῆς ἀγορᾶς ὑπὸ τοῦ Δημοσίου. [79, 763, 272, 837]
box-parliament: Η ΚΟΙΝΟΒΟΥΛΕΥΤΙΚΗ ΚΙΝΗ ΔΙΑ ΤΗΝ ΔΙΑΤΗΡΗΣΙΝ ΤΗΣ ΑΓΓΛΙΑΣ [1008, 847, 1195, 879]
article-text: Κατὰ τὴν συνεδρίασιν τῆς ἐπιτροπῆς ἐξητάσθησαν ὅλα τὰ σχετικὰ θέματα καὶ ἐλήφθησαν αἱ ἀναγκαῖαι ἀποφάσεις. Αἱ ἁρμόδιαι ὑπηρεσίαι θὰ προβοῦν εἰς τὴν ἐφαρμογὴν τῶν μέτρων εἰς τὸ συντομώτερον δυνατὸν χρονικὸν διάστημα. [645, 1594, 818, 1668]
article-text: Συνῆλθε χθὲς τὸ ἀπόγευμα ἡ ἁρμοδία ἐπιτροπὴ καὶ ἐξήτασε τὰ σχετικὰ ζητήματα. Αἱ ἀποφάσεις της θὰ ἀνακοινωθοῦν προσεχῶς. [282, 1310, 475, 1351]
article-text: (Ἰδ. ἀν.) — Τηλεγράφημα ἐκ Βερολίνου ἀναφέρει ὅτι αἱ σοβιετικαὶ ἀρχαὶ κατήργησαν τὴν στρατιωτικὴν διοίκησιν εἰς τὴν Ἀνατολικὴν Γερμανίαν καὶ τὴν ἀντικατέστησαν διὰ σοβιετικῶν ἐπιτροπῶν ἐλέγχου. [282, 625, 475, 688]
article-text: Ὁ ἀρχηγὸς τοῦ Ἐθνικοῦ Κόμματος εἰς δηλώσεις του χαρακτηρίζει ὡς ἀνεπαρκῆ τὰ ληφθέντα μέτρα διὰ τὴν τιμὴν τοῦ ἐλαίου. Ἡ διακομματικὴ ἐπιτροπὴ προτείνει τὴν ἄμεσον ἐνίσχυσιν τῶν παραγωγῶν καὶ τὴν ἀναθεώρησιν τῆς τιμῆς ἀγορᾶς ὑπὸ τοῦ Δημοσίου. [79, 763, 475, 1048]
article-text: Κατὰ τὴν συνεδρίασιν τῆς ἐπιτροπῆς ἐξητάσθησαν ὅλα τὰ σχετικὰ θέματα καὶ ἐλήφθησαν αἱ ἀναγκαῖαι ἀποφάσεις. Αἱ ἁρμόδιαι ὑπηρεσίαι θὰ προβοῦν εἰς τὴν ἐφαρμογὴν τῶν μέτρων εἰς τὸ συντομώτερον δυνατὸν χρονικὸν διάστημα. [487, 1421, 635, 1506]
article-text: (Τοῦ ἀνταποκριτοῦ μας). — Συμφώνως πρὸς ἐγκύρους πληροφορίας ἐξ Οὐασιγκτῶνος, ἡ διάσκεψις τῆς Κωνσταντινουπόλεως ἀναμένεται νὰ ἔχῃ ἀποφασιστικὴν σημασίαν διὰ τὴν ἀποκατάστασιν τῆς ἰσορροπίας εἰς τὰ Βαλκάνια καὶ τὴν Ἀνατολικὴν Μεσόγειον. Οἱ διπλωματικοὶ κύκλοι τονίζουν ὅτι ἡ σοβιετικὴ πολιτικὴ ἀπέβλεψε εἰς τὴν σταθεροποίησιν τῶν θέσεών της, ἐνῷ αἱ Δυτικαὶ Δυνάμεις ἐπιδιώκουν τὴν ἐνίσχυσιν τῆς ἀμυντικῆς συνεργασίας μεταξὺ Ἑλλάδος, Τουρκίας καὶ Γιουγκοσλαβίας. Εἰς τὴν διάσκεψιν θὰ ἐξετασθοῦν ἐπίσης τὰ ζητήματα τῆς ἀσφαλείας τῶν Στενῶν καὶ τῆς οἰκονομικῆς ἐνισχύσεως τῶν χωρῶν τῆς περιοχῆς. [487, 357, 635, 587]
article-text: Κατὰ τὴν συνεδρίασιν τῆς ἐπιτροπῆς ἐξητάσθησαν ὅλα τὰ σχετικὰ θέματα καὶ ἐλήφθησαν αἱ ἀναγκαῖαι ἀποφάσεις. Αἱ ἁρμόδιαι ὑπηρεσίαι θὰ προβοῦν εἰς τὴν ἐφαρμογὴν τῶν μέτρων εἰς τὸ συντομώτερον δυνατὸν χρονικὸν διάστημα. [487, 877, 635, 961]
article-text: Ὁ ἀρχηγὸς τοῦ Ἐθνικοῦ Κόμματος εἰς δηλώσεις του χαρακτηρίζει ὡς ἀνεπαρκῆ τὰ ληφθέντα μέτρα διὰ τὴν τιμὴν τοῦ ἐλαίου. Ἡ διακομματικὴ ἐπιτροπὴ προτείνει τὴν ἄμεσον ἐνίσχυσιν τῶν παραγωγῶν καὶ τὴν ἀναθεώρησιν τῆς τιμῆς ἀγορᾶς ὑπὸ τοῦ Δημοσίου. [79, 917, 272, 991]
article-american-reply [645, 689, 1197, 837]
article-text: Κατὰ τὴν συνεδρίασιν τῆς ἐπιτροπῆς ἐξητάσθησαν ὅλα τὰ σχετικὰ θέματα καὶ ἐλήφθησαν αἱ ἀναγκαῖαι ἀποφάσεις. Αἱ ἁρμόδιαι ὑπηρεσίαι θὰ προβοῦν εἰς τὴν ἐφαρμογὴν τῶν μέτρων εἰς τὸ συντομώτερον δυνατὸν χρονικὸν διάστημα. [645, 1114, 818, 1187]
article-text: Διὰ διατάγματος δημοσιευθέντος εἰς τὴν Ἐφημερίδα τῆς Κυβερνήσεως καθορίζονται αἱ περιπτώσεις κατὰ τὰς ὁποίας αἴρεται τὸ ἐνοικιοστάσιον διὰ τὰ ἀκίνητα τὰ ὁποῖα πρόκειται νὰ ἀνοικοδομηθοῦν. [645, 1191, 818, 1254]
article-text: Κατὰ τὴν συνεδρίασιν τῆς ἐπιτροπῆς ἐξητάσθησαν ὅλα τὰ σχετικὰ θέματα καὶ ἐλήφθησαν αἱ ἀναγκαῖαι ἀποφάσεις. Αἱ ἁρμόδιαι ὑπηρεσίαι θὰ προβοῦν εἰς τὴν ἐφαρμογὴν τῶν μέτρων εἰς τὸ συντομώτερον δυνατὸν χρονικὸν διάστημα. [1008, 1577, 1195, 1651]
subheadline: ΣΟΒΙΕΤΙΚΑΙ ΕΠΙΤΡΟΠΑΙ ΕΛΕΓΧΟΥ [276, 542, 475, 555]
headline-oil: Η ΑΝΤΙΠΟΛΙΤΕΥΣΙΣ ΘΕΩΡΕΙ ΑΝΕΠΑΡΚΗ ΤΑ ΛΗΦΘΕΝΤΑ ΜΕΤΡΑ ΔΙΑ ΤΟ ΕΛΑΙΟΝ [92, 700, 463, 740]
article-text: Κατὰ τὴν συνεδρίασιν τῆς ἐπιτροπῆς ἐξητάσθησαν ὅλα τὰ σχετικὰ θέματα καὶ ἐλήφθησαν αἱ ἀναγκαῖαι ἀποφάσεις. Αἱ ἁρμόδιαι ὑπηρεσίαι θὰ προβοῦν εἰς τὴν ἐφαρμογὴν τῶν μέτρων εἰς τὸ συντομώτερον δυνατὸν χρονικὸν διάστημα. [1360, 1545, 1501, 1628]
box-british-mission: ΝΕΟΣ ΔΙΟΙΚΗΤΗΣ ΤΗΣ ΑΓΓΛΙΚΗΣ ΣΤΡΑΤ. ΑΠΟΣΤΟΛΗΣ [487, 966, 635, 1009]
article-text [282, 406, 475, 479]
kicker: ΣΥΝΕΧΕΙΑ ΕΚ ΤΗΣ 1ης ΣΕΛΙΔΟΣ [738, 1506, 907, 1518]
article-text: Κατὰ τὴν χθεσινὴν συνεδρίασιν τῆς Ἐπιτροπῆς Ἐξωτερικοῦ Ἐμπορίου ἀπεφασίσθη ὅπως ἡ εἰσαγωγὴ βάμβακος εἶναι ἐλευθέρα ἄνευ οὐδενὸς περιορισμοῦ. [1209, 1290, 1350, 1353]
article-text: Ὁ ὑπουργὸς τῶν Ἐξωτερικῶν κ. Τσαλδάρης ἀπαντῶν εἰς ἐρώτησιν σχετικῶς μὲ τὸ ζήτημα τῶν ἀγοραπωλησιῶν ἐδήλωσεν ὅτι ἡ κυβέρνησις θὰ μελετήσῃ τὰς σχετικὰς προτάσεις. [1360, 835, 1652, 934]
headline-tsaldaris-2: ΤΟ ΖΗΤΗΜΑ ΤΩΝ ΑΓΟΡΑΠΩΛΗΣΙΩΝ [1277, 797, 1433, 836]
article-text: Κατὰ τὴν συνεδρίασιν τῆς ἐπιτροπῆς ἐξητάσθησαν ὅλα τὰ σχετικὰ θέματα καὶ ἐλήφθησαν αἱ ἀναγκαῖαι ἀποφάσεις. Αἱ ἁρμόδιαι ὑπηρεσίαι θὰ προβοῦν εἰς τὴν ἐφαρμογὴν τῶν μέτρων εἰς τὸ συντομώτερον δυνατὸν χρονικὸν διάστημα. [645, 1748, 818, 1822]
headline-germany-1: Η ΔΥΤΙΚΗ ΓΕΡΜΑΝΙΑ ΧΕΙΡΑΦΕΤΕΙΤΑΙ [662, 1468, 983, 1488]
box-foreign-trade: ΣΥΝΕΡΓΑΣΙΑΙ ΣΗΜΕΡΟΝ ΤΟ ΣΥΜΒΟΥΛΙΟΝ ΕΞΩΤΕΡΙΚΟΥ ΕΜΠΟΡΙΟΥ [487, 748, 635, 791]
article-text: Κατὰ τὴν συνεδρίασιν τῆς ἐπιτροπῆς ἐξητάσθησαν ὅλα τὰ σχετικὰ θέματα καὶ ἐλήφθησαν αἱ ἀναγκαῖαι ἀποφάσεις. Αἱ ἁρμόδιαι ὑπηρεσίαι θὰ προβοῦν εἰς τὴν ἐφαρμογὴν τῶν μέτρων εἰς τὸ συντομώτερον δυνατὸν χρονικὸν διάστημα. [487, 1542, 635, 1625]
article-text: Κατὰ τὴν συνεδρίασιν τῆς ἐπιτροπῆς ἐξητάσθησαν ὅλα τὰ σχετικὰ θέματα καὶ ἐλήφθησαν αἱ ἀναγκαῖαι ἀποφάσεις. Αἱ ἁρμόδιαι ὑπηρεσίαι θὰ προβοῦν εἰς τὴν ἐφαρμογὴν τῶν μέτρων εἰς τὸ συντομώτερον δυνατὸν χρονικὸν διάστημα. [1360, 1741, 1501, 1825]
article-text: (Τοῦ ἀνταποκριτοῦ μας). — Ὁ ἀντιπρόεδρος τῆς κυβερνήσεως κ. Σ. Βενιζέλος ὁμιλῶν εἰς τὸ ἐπιστημονικὸν συνέδριον τοῦ Ἀτλάντικ Σίτυ ἐτόνισεν ὅτι τὰ μέτρα ἐπιεικείας θὰ ἔχουν εὐρὺν χαρακτῆρα καὶ ὅτι ἡ Ἑλλὰς ἐπιδιώκει τὴν εἰρηνικὴν ἀνασυγκρότησιν τῆς χώρας μετὰ τὴν λῆξιν τοῦ συμμοριτοπολέμου. Ὁ κ. Βενιζέλος ἀνεφέρθη ἐπίσης εἰς τὰς προσπαθείας διὰ τὴν οἰκονομικὴν ἀνόρθωσιν. [1209, 228, 1501, 613]
article-text: (Ἰδ. ἀν.) — Τηλεγράφημα ἐκ Βερολίνου ἀναφέρει ὅτι αἱ σοβιετικαὶ ἀρχαὶ κατήργησαν τὴν στρατιωτικὴν διοίκησιν εἰς τὴν Ἀνατολικὴν Γερμανίαν καὶ τὴν ἀντικατέστησαν διὰ σοβιετικῶν ἐπιτροπῶν ἐλέγχου. [282, 558, 475, 621]
article-text: Ἡ κυβέρνησις τῆς Δυτικῆς Γερμανίας ἀναλαμβάνει πλήρεις ἁρμοδιότητας εἰς τὰ ζητήματα τῆς ἐσωτερικῆς διοικήσεως, ἐνῷ αἱ Δυτικαὶ Δυνάμεις ἐξετάζουν τὴν προοπτικὴν τῆς συμμετοχῆς της εἰς τὸ Ἀτλαντικὸν Σύμφωνον. [645, 1517, 818, 1590]
article-text: Κατὰ τὴν συνεδρίασιν τῆς ἐπιτροπῆς ἐξητάσθησαν ὅλα τὰ σχετικὰ θέματα καὶ ἐλήφθησαν αἱ ἀναγκαῖαι ἀποφάσεις. Αἱ ἁρμόδιαι ὑπηρεσίαι θὰ προβοῦν εἰς τὴν ἐφαρμογὴν τῶν μέτρων εἰς τὸ συντομώτερον δυνατὸν χρονικὸν διάστημα. [1209, 1389, 1501, 1816]
dateline: ΝΕΑ ΥΟΡΚΗ, 11. [497, 242, 584, 253]
headline-american-reply-2: ΤΟΥ ΒΙΣΙΝΣΚΥ ΔΙΑ ΤΗΝ ΑΤΟΜΙΚΗΝ ΒΟΜΒΑΝ [727, 651, 1115, 672]
article-text [1209, 229, 1350, 386]
lead-article [487, 242, 1197, 346]
dateline: ΝΕΑ ΥΟΡΚΗ, 11. [89, 371, 179, 382]
right-short-news [1209, 1390, 1501, 1825]
article-text: Κατὰ τὴν συνεδρίασιν τῆς ἐπιτροπῆς ἐξητάσθησαν ὅλα τὰ σχετικὰ θέματα καὶ ἐλήφθησαν αἱ ἀναγκαῖαι ἀποφάσεις. Αἱ ἁρμόδιαι ὑπηρεσίαι θὰ προβοῦν εἰς τὴν ἐφαρμογὴν τῶν μέτρων εἰς τὸ συντομώτερον δυνατὸν χρονικὸν διάστημα. [1209, 1421, 1350, 1505]
lead-headline-line1: ΠΡΟΣ ΑΠΟΚΑΤΑΣΤΑΣΙΝ ΙΣΟΡΡΟΠΙΑΣ ΕΙΣ [557, 129, 1127, 162]
masthead-phones: ΤΗΛΕΦΩΝΑ ΓΡΑΦΕΙΩΝ 33 310—26.324 — ΤΥΠΟΓΡΑΦΕΙΑΙ ΑΝΑΞΑΓΟΡΑ 5.— ΤΗΛ. 29.158 [955, 91, 1499, 104]
article-text: (Τοῦ ἀνταποκριτοῦ μας). — Συμφώνως πρὸς ἐγκύρους πληροφορίας ἐξ Οὐασιγκτῶνος, ἡ διάσκεψις τῆς Κωνσταντινουπόλεως ἀναμένεται νὰ ἔχῃ ἀποφασιστικὴν σημασίαν διὰ τὴν ἀποκατάστασιν τῆς ἰσορροπίας εἰς τὰ Βαλκάνια καὶ τὴν Ἀνατολικὴν Μεσόγειον. Οἱ διπλωματικοὶ κύκλοι τονίζουν ὅτι ἡ σοβιετικὴ πολιτικὴ ἀπέβλεψε εἰς τὴν σταθεροποίησιν τῶν θέσεών της, ἐνῷ αἱ Δυτικαὶ Δυνάμεις ἐπιδιώκουν τὴν ἐνίσχυσιν τῆς ἀμυντικῆς συνεργασίας μεταξὺ Ἑλλάδος, Τουρκίας καὶ Γιουγκοσλαβίας. Εἰς τὴν διάσκεψιν θὰ ἐξετασθοῦν ἐπίσης τὰ ζητήματα τῆς ἀσφαλείας τῶν Στενῶν καὶ τῆς οἰκονομικῆς ἐνισχύσεως τῶν χωρῶν τῆς περιοχῆς. [926, 357, 1197, 482]
article-text: Κατὰ τὴν συνεδρίασιν τῆς ἐπιτροπῆς ἐξητάσθησαν ὅλα τὰ σχετικὰ θέματα καὶ ἐλήφθησαν αἱ ἀναγκαῖαι ἀποφάσεις. Αἱ ἁρμόδιαι ὑπηρεσίαι θὰ προβοῦν εἰς τὴν ἐφαρμογὴν τῶν μέτρων εἰς τὸ συντομώτερον δυνατὸν χρονικὸν διάστημα. [1360, 1446, 1501, 1530]
short-headline: ΝΕΟΣ ΟΡΓΑΝΙΣΜΟΣ ΤΟΥ ΥΠΟΥΡΓ. ΟΙΚΟΝΟΜΙΚΩΝ [86, 1171, 265, 1193]
article-text: Διὰ διατάγματος δημοσιευθέντος εἰς τὴν Ἐφημερίδα τῆς Κυβερνήσεως καθορίζονται αἱ περιπτώσεις κατὰ τὰς ὁποίας αἴρεται τὸ ἐνοικιοστάσιον διὰ τὰ ἀκίνητα τὰ ὁποῖα πρόκειται νὰ ἀνοικοδομηθοῦν. [827, 1047, 1000, 1110]
article-text: Κατὰ τὴν συνεδρίασιν τῆς ἐπιτροπῆς ἐξητάσθησαν ὅλα τὰ σχετικὰ θέματα καὶ ἐλήφθησαν αἱ ἀναγκαῖαι ἀποφάσεις. Αἱ ἁρμόδιαι ὑπηρεσίαι θὰ προβοῦν εἰς τὴν ἐφαρμογὴν τῶν μέτρων εἰς τὸ συντομώτερον δυνατὸν χρονικὸν διάστημα. [1008, 1500, 1195, 1573]
article-oil [79, 764, 475, 1048]
article-text: Ἡ κυβέρνησις τῆς Δυτικῆς Γερμανίας ἀναλαμβάνει πλήρεις ἁρμοδιότητας εἰς τὰ ζητήματα τῆς ἐσωτερικῆς διοικήσεως, ἐνῷ αἱ Δυτικαὶ Δυνάμεις ἐξετάζουν τὴν προοπτικὴν τῆς συμμετοχῆς της εἰς τὸ Ἀτλαντικὸν Σύμφωνον. [645, 1671, 818, 1745]
article-text: Κατὰ τὴν συνεδρίασιν τῆς ἐπιτροπῆς ἐξητάσθησαν ὅλα τὰ σχετικὰ θέματα καὶ ἐλήφθησαν αἱ ἀναγκαῖαι ἀποφάσεις. Αἱ ἁρμόδιαι ὑπηρεσίαι θὰ προβοῦν εἰς τὴν ἐφαρμογὴν τῶν μέτρων εἰς τὸ συντομώτερον δυνατὸν χρονικὸν διάστημα. [827, 1562, 1000, 1636]
article-text: Κατὰ τὴν συνεδρίασιν τῆς ἐπιτροπῆς ἐξητάσθησαν ὅλα τὰ σχετικὰ θέματα καὶ ἐλήφθησαν αἱ ἀναγκαῖαι ἀποφάσεις. Αἱ ἁρμόδιαι ὑπηρεσίαι θὰ προβοῦν εἰς τὴν ἐφαρμογὴν τῶν μέτρων εἰς τὸ συντομώτερον δυνατὸν χρονικὸν διάστημα. [645, 970, 818, 1044]
article-text: (Τοῦ ἀνταποκριτοῦ μας). — Συμφώνως πρὸς ἐγκύρους πληροφορίας ἐξ Οὐασιγκτῶνος, ἡ διάσκεψις τῆς Κωνσταντινουπόλεως ἀναμένεται νὰ ἔχῃ ἀποφασιστικὴν σημασίαν διὰ τὴν ἀποκατάστασιν τῆς ἰσορροπίας εἰς τὰ Βαλκάνια καὶ τὴν Ἀνατολικὴν Μεσόγειον. Οἱ διπλωματικοὶ κύκλοι τονίζουν ὅτι ἡ σοβιετικὴ πολιτικὴ ἀπέβλεψε εἰς τὴν σταθεροποίησιν τῶν θέσεών της, ἐνῷ αἱ Δυτικαὶ Δυνάμεις ἐπιδιώκουν τὴν ἐνίσχυσιν τῆς ἀμυντικῆς συνεργασίας μεταξὺ Ἑλλάδος, Τουρκίας καὶ Γιουγκοσλαβίας. Εἰς τὴν διάσκεψιν θὰ ἐξετασθοῦν ἐπίσης τὰ ζητήματα τῆς ἀσφαλείας τῶν Στενῶν καὶ τῆς οἰκονομικῆς ἐνισχύσεως τῶν χωρῶν τῆς περιοχῆς. [645, 357, 916, 482]
article-text: Κατὰ τὴν συνεδρίασιν τῆς ἐπιτροπῆς ἐξητάσθησαν ὅλα τὰ σχετικὰ θέματα καὶ ἐλήφθησαν αἱ ἀναγκαῖαι ἀποφάσεις. Αἱ ἁρμόδιαι ὑπηρεσίαι θὰ προβοῦν εἰς τὴν ἐφαρμογὴν τῶν μέτρων εἰς τὸ συντομώτερον δυνατὸν χρονικὸν διάστημα. [1360, 1653, 1501, 1737]
masthead-rule [77, 120, 1501, 123]
